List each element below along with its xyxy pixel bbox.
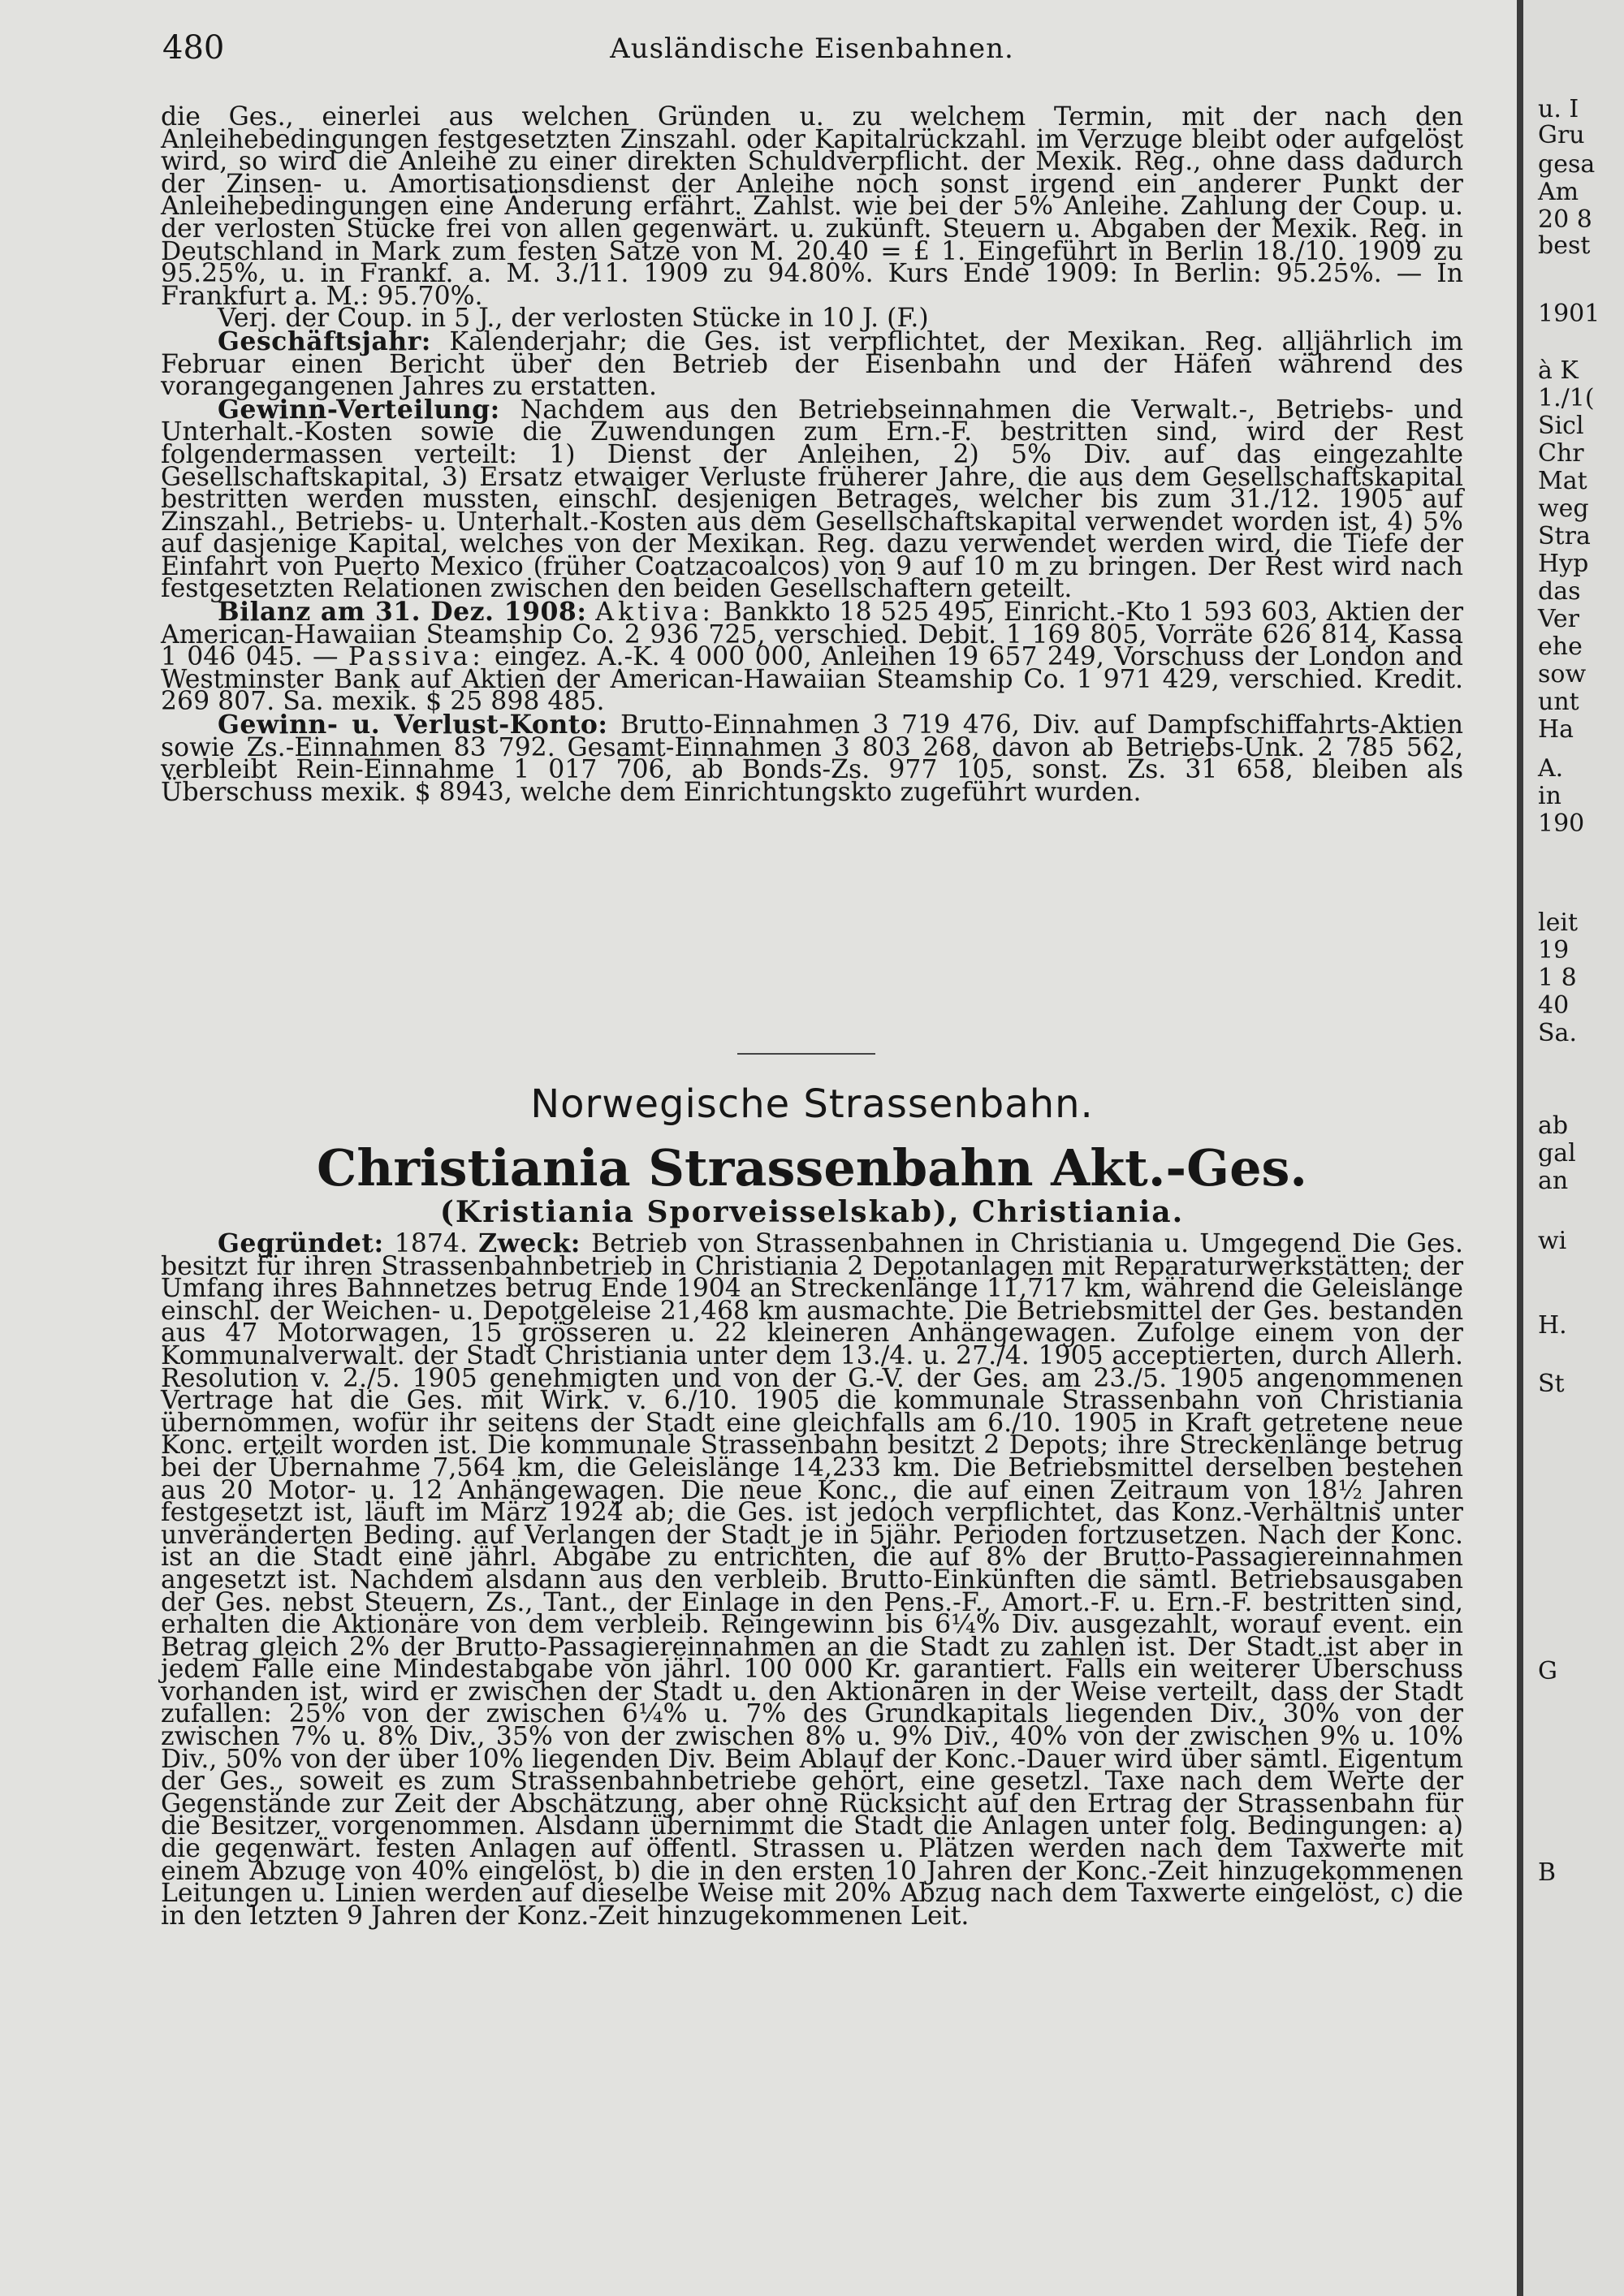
neighbor-fragment: Chr xyxy=(1538,439,1584,468)
running-title: Ausländische Eisenbahnen. xyxy=(610,32,1014,65)
paragraph-gewinnverteilung xyxy=(161,394,1463,604)
neighbor-fragment: das xyxy=(1538,577,1581,606)
page-gutter xyxy=(1517,0,1523,2296)
neighbor-fragment: St xyxy=(1538,1370,1565,1398)
neighbor-fragment: 19 xyxy=(1538,936,1570,965)
gewinnverteilung-label: Gewinn-Verteilung: xyxy=(218,394,500,425)
guv-text: Brutto-Einnahmen 3 719 476, Div. auf Dampfschiffahrts-Aktien sowie Zs.-Einnahmen 83 792. Gesamt-Einnahmen 3 803 268, davon ab Betriebs-Unk. 2 785 562, verbleibt Rein-Einnahme 1 017 706, ab Bonds-Zs. 977 105, sonst. Zs. 31 658, bleiben als Überschuss mexik. $ 8943, welche dem Einrichtungskto zugeführt wurden. xyxy=(161,710,1463,807)
neighbor-fragment: best xyxy=(1538,231,1591,260)
company-subtitle: (Kristiania Sporveisselskab), Christiania. xyxy=(439,1195,1185,1229)
neighbor-fragment: weg xyxy=(1538,494,1589,523)
paragraph-gruendung-zweck xyxy=(161,1228,1463,1931)
aktiva-text: Bankkto 18 525 495, Einricht.-Kto 1 593 603, Aktien der American-Hawaiian Steamship Co. 2 936 725, verschied. Debit. 1 169 805, Vorräte 626 814, Kassa 1 046 045. — xyxy=(161,598,1463,672)
passiva-label: Passiva: xyxy=(348,642,485,672)
gewinnverteilung-text: Nachdem aus den Betriebseinnahmen die Verwalt.-, Betriebs- und Unterhalt.-Kosten sowie die Zuwendungen zum Ern.-F. bestritten sind, wird der Rest folgendermassen verteilt: 1) Dienst der Anleihen, 2) 5% Div. auf das eingezahlte Gesellschaftskapital, 3) Ersatz etwaiger Verluste früherer Jahre, die aus dem Gesellschaftskapital bestritten werden mussten, einschl. desjenigen Betrages, welcher bis zum 31./12. 1905 auf Zinszahl., Betriebs- u. Unterhalt.-Kosten aus dem Gesellschaftskapital verwendet worden ist, 4) 5% auf dasjenige Kapital, welches von der Mexikan. Reg. dazu verwendet werden wird, die Tiefe der Einfahrt von Puerto Mexico (früher Coatzacoalcos) von 9 auf 10 m zu bringen. Der Rest wird nach festgesetzten Relationen zwischen den beiden Gesellschaftern geteilt. xyxy=(161,395,1463,604)
neighbor-fragment: Stra xyxy=(1538,522,1591,550)
gegruendet-text: 1874. xyxy=(383,1229,479,1258)
neighbor-fragment: à K xyxy=(1538,356,1579,385)
neighbor-fragment: Am xyxy=(1538,178,1579,206)
neighbor-fragment: 1./1( xyxy=(1538,384,1595,412)
neighbor-fragment: in xyxy=(1538,782,1561,810)
neighbor-fragment: H. xyxy=(1538,1311,1567,1340)
company-text-block xyxy=(161,1228,1463,1931)
neighbor-fragment: 1901 xyxy=(1538,300,1600,328)
geschaeftsjahr-text: Kalenderjahr; die Ges. ist verpflichtet, der Mexikan. Reg. alljährlich im Februar einen Bericht über den Betrieb der Eisenbahn und der Häfen während des vorangegangenen Jahres zu erstatten. xyxy=(161,326,1463,402)
neighbor-fragment: an xyxy=(1538,1167,1569,1195)
section-divider xyxy=(737,1053,875,1055)
neighbor-fragment: A. xyxy=(1538,754,1564,783)
neighbor-fragment: gal xyxy=(1538,1139,1576,1167)
paragraph-geschaeftsjahr xyxy=(161,326,1463,402)
paragraph-verjaehrung: Verj. der Coup. in 5 J., der verlosten Stücke in 10 J. (F.) xyxy=(218,304,929,334)
neighbor-fragment: 20 8 xyxy=(1538,205,1592,234)
neighbor-page-edge xyxy=(1523,0,1624,2296)
paragraph-guv xyxy=(161,710,1463,807)
page-header xyxy=(162,29,1462,70)
passiva-text: eingez. A.-K. 4 000 000, Anleihen 19 657 249, Vorschuss der London and Westminster Bank auf Aktien der American-Hawaiian Steamship Co. 1 971 429, verschied. Kredit. 269 807. Sa. mexik. $ 25 898 485. xyxy=(161,642,1464,717)
neighbor-fragment: 1 8 xyxy=(1538,964,1577,992)
aktiva-label: Aktiva: xyxy=(595,598,715,628)
neighbor-fragment: ab xyxy=(1538,1111,1569,1140)
geschaeftsjahr-label: Geschäftsjahr: xyxy=(218,326,431,356)
zweck-text: Betrieb von Strassenbahnen in Christiania u. Umgegend Die Ges. besitzt für ihren Strassenbahnbetrieb in Christiania 2 Depotanlagen mit Reparaturwerkstätten; der Umfang ihres Bahnnetzes betrug Ende 1904 an Streckenlänge 11,717 km, während die Geleislänge einschl. der Weichen- u. Depotgeleise 21,468 km ausmachte. Die Betriebsmittel der Ges. bestanden aus 47 Motorwagen, 15 grösseren u. 22 kleineren Anhängewagen. Zufolge einem von der Kommunalverwalt. der Stadt Christiania unter dem 13./4. u. 27./4. 1905 acceptierten, durch Allerh. Resolution v. 2./5. 1905 genehmigten und von der G.-V. der Ges. am 23./5. 1905 angenommenen Vertrage hat die Ges. mit Wirk. v. 6./10. 1905 die kommunale Strassenbahn von Christiania übernommen, wofür ihr seitens der Stadt eine gleichfalls am 6./10. 1905 in Kraft getretene neue Konc. erteilt worden ist. Die kommunale Strassenbahn besitzt 2 Depots; ihre Streckenlänge betrug bei der Übernahme 7,564 km, die Geleislänge 14,233 km. Die Betriebsmittel derselben bestehen aus 20 Motor- u. 12 Anhängewagen. Die neue Konc., die auf einen Zeitraum von 18½ Jahren festgesetzt ist, läuft im März 1924 ab; die Ges. ist jedoch verpflichtet, das Konz.-Verhältnis unter unveränderten Beding. auf Verlangen der Stadt je in 5jähr. Perioden fortzusetzen. Nach der Konc. ist an die Stadt eine jährl. Abgabe zu entrichten, die auf 8% der Brutto-Passagiereinnahmen angesetzt ist. Nachdem alsdann aus den verbleib. Brutto-Einkünften die sämtl. Betriebsausgaben der Ges. nebst Steuern, Zs., Tant., der Einlage in den Pens.-F., Amort.-F. u. Ern.-F. bestritten sind, erhalten die Aktionäre von dem verbleib. Reingewinn bis 6¼% Div. ausgezahlt, worauf event. ein Betrag gleich 2% der Brutto-Passagiereinnahmen an die Stadt zu zahlen ist. Der Stadt ist aber in jedem Falle eine Mindestabgabe von jährl. 100 000 Kr. garantiert. Falls ein weiterer Überschuss vorhanden ist, wird er zwischen der Stadt u. den Aktionären in der Weise verteilt, dass der Stadt zufallen: 25% von der zwischen 6¼% u. 7% des Grundkapitals liegenden Div., 30% von der zwischen 7% u. 8% Div., 35% von der zwischen 8% u. 9% Div., 40% von der zwischen 9% u. 10% Div., 50% von der über 10% liegenden Div. Beim Ablauf der Konc.-Dauer wird über sämtl. Eigentum der Ges., soweit es zum Strassenbahnbetriebe gehört, eine gesetzl. Taxe nach dem Werte der Gegenstände zur Zeit der Abschätzung, aber ohne Rücksicht auf den Ertrag der Strassenbahn für die Besitzer, vorgenommen. Alsdann übernimmt die Stadt die Anlagen unter folg. Bedingungen: a) die gegenwärt. festen Anlagen auf öffentl. Strassen u. Plätzen werden nach dem Taxwerte mit einem Abzuge von 40% eingelöst, b) die in den ersten 10 Jahren der Konc.-Zeit hinzugekommenen Leitungen u. Linien werden auf dieselbe Weise mit 20% Abzug nach dem Taxwerte eingelöst, c) die in den letzten 9 Jahren der Konz.-Zeit hinzugekommenen Leit. xyxy=(161,1229,1463,1931)
gegruendet-label: Gegründet: xyxy=(218,1228,384,1258)
company-name: Christiania Strassenbahn Akt.-Ges. xyxy=(316,1138,1308,1198)
neighbor-fragment: 190 xyxy=(1538,809,1585,838)
neighbor-fragment: Sa. xyxy=(1538,1019,1577,1047)
neighbor-fragment: Hyp xyxy=(1538,550,1589,578)
neighbor-fragment: B xyxy=(1538,1858,1557,1887)
neighbor-fragment: Gru xyxy=(1538,121,1585,149)
neighbor-fragment: Mat xyxy=(1538,467,1587,495)
neighbor-fragment: Ha xyxy=(1538,715,1574,744)
neighbor-fragment: gesa xyxy=(1538,150,1596,179)
bilanz-label: Bilanz am 31. Dez. 1908: xyxy=(218,597,587,628)
neighbor-fragment: wi xyxy=(1538,1227,1567,1255)
section-category: Norwegische Strassenbahn. xyxy=(530,1081,1094,1127)
neighbor-fragment: leit xyxy=(1538,908,1578,937)
neighbor-fragment: Ver xyxy=(1538,605,1580,633)
zweck-label: Zweck: xyxy=(478,1228,581,1258)
paragraph-anleihe: die Ges., einerlei aus welchen Gründen u. zu welchem Termin, mit der nach den Anleihebedingungen festgesetzten Zinszahl. oder Kapitalrückzahl. im Verzuge bleibt oder aufgelöst wird, so wird die Anleihe zu einer direkten Schuldverpflicht. der Mexik. Reg., ohne dass dadurch der Zinsen- u. Amortisationsdienst der Anleihe noch sonst irgend ein anderer Punkt der Anleihebedingungen eine Änderung erfährt. Zahlst. wie bei der 5% Anleihe. Zahlung der Coup. u. der verlosten Stücke frei von allen gegenwärt. u. zukünft. Steuern u. Abgaben der Mexik. Reg. in Deutschland in Mark zum festen Satze von M. 20.40 = £ 1. Eingeführt in Berlin 18./10. 1909 zu 95.25%, u. in Frankf. a. M. 3./11. 1909 zu 94.80%. Kurs Ende 1909: In Berlin: 95.25%. — In Frankfurt a. M.: 95.70%. xyxy=(161,102,1463,311)
neighbor-fragment: G xyxy=(1538,1657,1557,1685)
top-text-block xyxy=(161,102,1464,807)
neighbor-fragment: 40 xyxy=(1538,991,1570,1020)
page-number: 480 xyxy=(162,29,225,67)
neighbor-fragment: Sicl xyxy=(1538,412,1584,440)
paragraph-bilanz xyxy=(161,597,1464,717)
neighbor-fragment: u. I xyxy=(1538,95,1579,123)
neighbor-fragment: ehe xyxy=(1538,632,1583,661)
neighbor-fragment: sow xyxy=(1538,660,1587,688)
neighbor-fragment: unt xyxy=(1538,688,1579,716)
guv-label: Gewinn- u. Verlust-Konto: xyxy=(218,710,608,740)
